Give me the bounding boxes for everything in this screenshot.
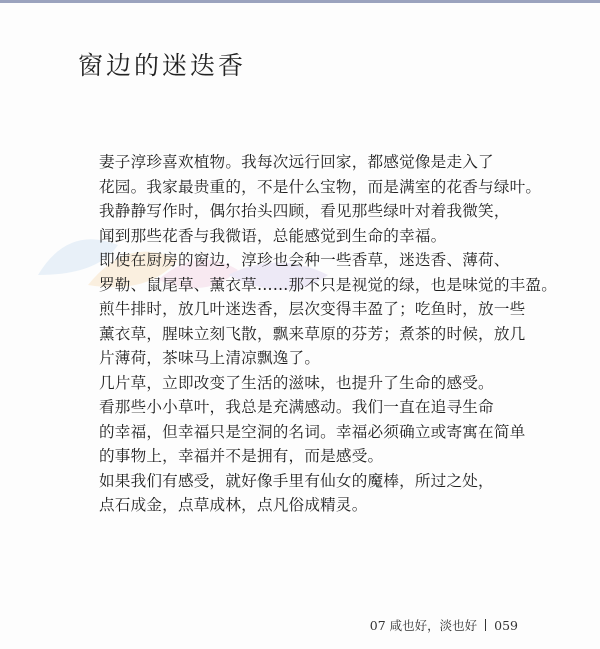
text-line: 即使在厨房的窗边，淳珍也会种一些香草，迷迭香、薄荷、: [99, 251, 510, 269]
text-line: 闻到那些花香与我微语，总能感觉到生命的幸福。: [99, 226, 447, 245]
text-line: 的事物上，幸福并不是拥有，而是感受。: [99, 447, 384, 465]
text-line: 的幸福，但幸福只是空洞的名词。幸福必须确立或寄寓在简单: [99, 422, 526, 441]
footer-section-label: 07 咸也好，淡也好: [369, 618, 478, 633]
text-line: 煎牛排时，放几叶迷迭香，层次变得丰盈了；吃鱼时，放一些: [99, 300, 526, 318]
page-footer: [370, 616, 518, 634]
top-border: [0, 0, 600, 3]
text-line: 我静静写作时，偶尔抬头四顾，看见那些绿叶对着我微笑，: [99, 202, 510, 220]
page-number: 059: [494, 618, 518, 633]
text-line: 片薄荷，茶味马上清凉飘逸了。: [99, 349, 321, 367]
footer-divider: [485, 619, 486, 631]
text-line: 妻子淳珍喜欢植物。我每次远行回家，都感觉像是走入了: [99, 153, 494, 171]
text-line: 点石成金，点草成林，点凡俗成精灵。: [99, 496, 368, 514]
article-body: [99, 150, 558, 518]
text-line: 薰衣草，腥味立刻飞散，飘来草原的芬芳；煮茶的时候，放几: [99, 324, 526, 343]
text-line: 看那些小小草叶，我总是充满感动。我们一直在追寻生命: [99, 398, 494, 416]
chapter-title: 窗边的迷迭香: [78, 51, 247, 80]
text-line: 罗勒、鼠尾草、薰衣草……那不只是视觉的绿，也是味觉的丰盈。: [99, 275, 558, 294]
text-line: 花园。我家最贵重的，不是什么宝物，而是满室的花香与绿叶。: [99, 177, 542, 196]
text-line: 如果我们有感受，就好像手里有仙女的魔棒，所过之处，: [99, 471, 494, 490]
text-line: 几片草，立即改变了生活的滋味，也提升了生命的感受。: [99, 373, 494, 392]
